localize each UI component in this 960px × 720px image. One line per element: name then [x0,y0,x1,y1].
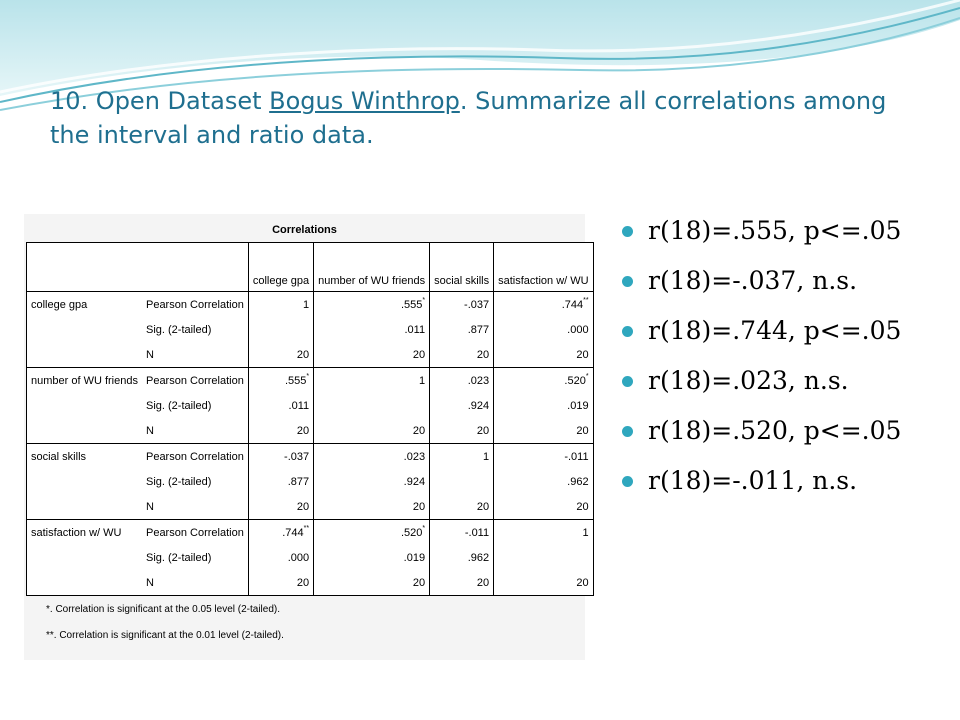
table-cell [248,317,313,342]
table-cell [430,520,494,546]
cell-value: 20 [296,348,310,361]
table-row [27,317,594,342]
significance-marker: * [422,296,426,304]
table-row [27,444,594,470]
cell-value: 20 [476,348,490,361]
result-item [622,262,901,312]
row-variable-label: college gpa [27,292,142,318]
cell-value: .877 [287,475,310,488]
row-statistic-label: Sig. (2-tailed) [145,323,212,336]
cell-value: .555 [284,374,307,387]
cell-value: 20 [476,500,490,513]
table-cell [494,368,593,394]
cell-value: -.011 [564,450,589,463]
row-variable-label [27,469,142,494]
table-note-1: *. Correlation is significant at the 0.05 level (2-tailed). [46,604,281,615]
row-variable-label [27,342,142,368]
table-cell [314,342,430,368]
significance-marker: ** [583,296,589,304]
table-cell [248,545,313,570]
bullet-dot-icon [622,476,633,487]
row-statistic-label: N [142,342,248,368]
cell-value: -.037 [284,450,310,463]
row-statistic-label: Pearson Correlation [145,450,244,463]
column-header: social skills [430,243,494,292]
row-variable-label: social skills [27,444,142,470]
result-item [622,412,901,462]
cell-value: 20 [576,424,589,437]
row-variable-label [27,317,142,342]
cell-value: .011 [404,323,426,336]
table-row [27,368,594,394]
table-cell [314,444,430,470]
column-header: college gpa [248,243,313,292]
significance-marker: * [306,372,310,380]
table-cell [314,545,430,570]
header-corner [27,243,249,292]
table-row [27,545,594,570]
table-cell [314,393,430,418]
row-variable-label: number of WU friends [27,368,142,394]
table-cell [494,570,593,596]
cell-value: 1 [302,298,310,311]
spss-correlations-output [24,214,589,660]
table-row [27,418,594,444]
table-cell [248,520,313,546]
cell-value: -.037 [464,298,490,311]
result-item [622,212,901,262]
table-cell [248,368,313,394]
table-cell [494,494,593,520]
result-text: r(18)=.520, p<=.05 [648,416,902,445]
table-cell [430,444,494,470]
table-cell [494,545,593,570]
table-cell [314,418,430,444]
cell-value: -.011 [464,526,490,539]
table-cell [430,368,494,394]
cell-value: .000 [567,323,589,336]
cell-value: 20 [412,424,426,437]
cell-value: .555 [400,298,423,311]
cell-value: .520 [564,374,586,387]
results-list [622,212,901,512]
table-cell [494,520,593,546]
row-statistic-label: Pearson Correlation [145,298,244,311]
cell-value: .924 [467,399,490,412]
table-cell [494,393,593,418]
cell-value: 20 [476,576,490,589]
cell-value: 1 [582,526,589,539]
table-row [27,393,594,418]
cell-value: .962 [567,475,589,488]
cell-value: 1 [482,450,490,463]
table-cell [430,469,494,494]
table-cell [314,570,430,596]
table-row [27,469,594,494]
table-row [27,520,594,546]
table-cell [494,317,593,342]
row-variable-label: satisfaction w/ WU [27,520,142,546]
slide-title [50,84,910,152]
result-text: r(18)=.555, p<=.05 [648,216,902,245]
row-variable-label [27,393,142,418]
significance-marker: * [422,524,426,532]
table-cell [248,393,313,418]
row-variable-label [27,494,142,520]
row-variable-label [27,418,142,444]
result-text: r(18)=-.011, n.s. [648,466,858,495]
table-cell [494,342,593,368]
bullet-dot-icon [622,376,633,387]
cell-value: .744 [282,526,304,539]
table-cell [314,368,430,394]
bullet-dot-icon [622,226,633,237]
cell-value: .023 [403,450,426,463]
significance-marker: ** [303,524,310,532]
table-cell [430,545,494,570]
row-variable-label [27,545,142,570]
table-cell [430,418,494,444]
table-cell [248,469,313,494]
row-statistic-label: Sig. (2-tailed) [145,475,212,488]
cell-value: .011 [288,399,310,412]
cell-value: 20 [296,576,310,589]
cell-value: 20 [576,348,589,361]
table-cell [430,494,494,520]
cell-value: .924 [403,475,426,488]
row-statistic-label: N [142,570,248,596]
table-cell [314,469,430,494]
row-variable-label [27,570,142,596]
table-cell [430,342,494,368]
cell-value: 1 [418,374,426,387]
cell-value: .019 [567,399,589,412]
cell-value: .962 [467,551,490,564]
table-cell [248,418,313,444]
table-note-2: **. Correlation is significant at the 0.01 level (2-tailed). [46,630,284,641]
cell-value: 20 [412,348,426,361]
table-cell [248,570,313,596]
table-cell [248,444,313,470]
result-text: r(18)=.023, n.s. [648,366,849,395]
table-cell [430,393,494,418]
row-statistic-label: N [142,494,248,520]
table-cell [314,520,430,546]
cell-value: .744 [561,298,584,311]
table-cell [430,292,494,318]
column-header: number of WU friends [314,243,430,292]
cell-value: 20 [412,500,426,513]
table-row [27,570,594,596]
cell-value: 20 [296,424,310,437]
cell-value: .019 [403,551,426,564]
table-cell [314,494,430,520]
table-cell [314,292,430,318]
result-text: r(18)=-.037, n.s. [648,266,858,295]
cell-value: .877 [467,323,490,336]
cell-value: .520 [400,526,423,539]
column-header: satisfaction w/ WU [494,243,593,292]
table-row [27,342,594,368]
row-statistic-label: N [142,418,248,444]
cell-value: 20 [576,500,589,513]
result-item [622,462,901,512]
dataset-link[interactable]: Bogus Winthrop [269,87,460,115]
significance-marker: * [585,372,589,380]
table-cell [248,494,313,520]
bullet-dot-icon [622,326,633,337]
cell-value: 20 [576,576,589,589]
table-cell [430,317,494,342]
result-item [622,312,901,362]
table-row [27,292,594,318]
table-cell [494,444,593,470]
bullet-dot-icon [622,426,633,437]
result-item [622,362,901,412]
result-text: r(18)=.744, p<=.05 [648,316,902,345]
cell-value: .000 [287,551,310,564]
table-cell [248,292,313,318]
cell-value: 20 [296,500,310,513]
table-header-row [27,243,594,292]
title-suffix: . Summarize all correlations among the interval and ratio data. [50,87,887,149]
correlations-table [26,242,594,596]
table-cell [494,292,593,318]
row-statistic-label: Sig. (2-tailed) [145,399,212,412]
table-cell [248,342,313,368]
bullet-dot-icon [622,276,633,287]
row-statistic-label: Pearson Correlation [145,526,244,539]
table-caption: Correlations [272,224,337,236]
cell-value: 20 [476,424,490,437]
row-statistic-label: Sig. (2-tailed) [145,551,212,564]
table-row [27,494,594,520]
cell-value: .023 [467,374,490,387]
table-cell [314,317,430,342]
row-statistic-label: Pearson Correlation [145,374,244,387]
table-cell [494,469,593,494]
title-prefix: 10. Open Dataset [50,87,270,115]
table-cell [430,570,494,596]
table-cell [494,418,593,444]
cell-value: 20 [412,576,426,589]
